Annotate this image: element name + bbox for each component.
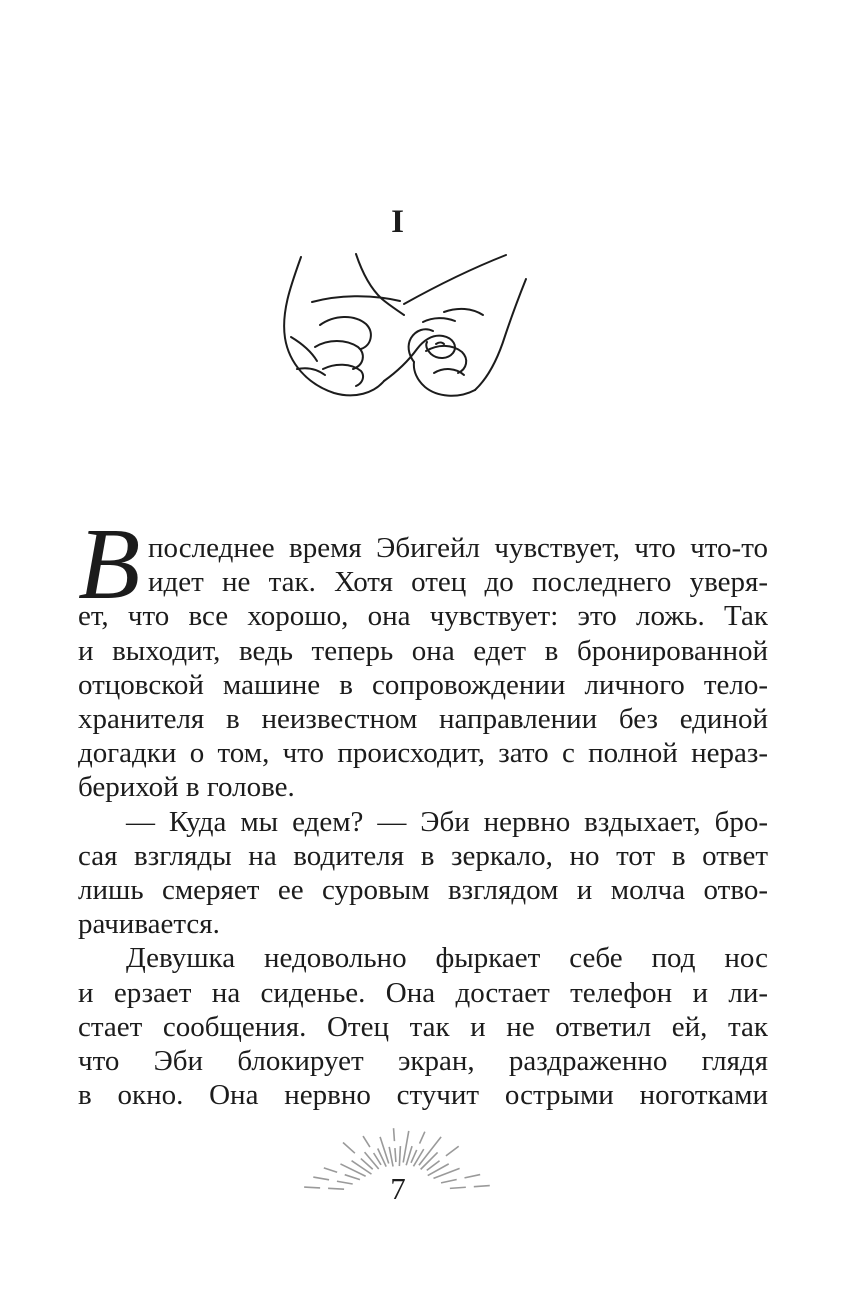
drop-cap: В (78, 508, 141, 621)
text-line: ет, что все хорошо, она чувствует: это ложь. Так (78, 600, 768, 633)
text-line: — Куда мы едем? — Эби нервно вздыхает, бро- (126, 805, 768, 838)
text-line: и ерзает на сиденье. Она достает телефон и ли- (78, 976, 768, 1009)
paragraph (78, 941, 768, 1112)
text-line: стает сообщения. Отец так и не ответил ей, так (78, 1010, 768, 1043)
chapter-number: I (391, 204, 405, 240)
text-line: последнее время Эбигейл чувствует, что что-то (148, 532, 768, 564)
page-number: 7 (390, 1171, 406, 1206)
text-line: что Эби блокирует экран, раздраженно глядя (78, 1045, 768, 1078)
text-line: отцовской машине в сопровождении личного тело- (78, 668, 768, 701)
paragraph (78, 805, 768, 942)
text-line: идет не так. Хотя отец до последнего уверя- (148, 566, 768, 599)
text-line: Девушка недовольно фыркает себе под нос (126, 942, 768, 975)
body-text (78, 508, 768, 1112)
text-line: берихой в голове. (78, 771, 295, 804)
text-line: рачивается. (78, 908, 220, 941)
paragraph (78, 508, 768, 805)
text-line: и выходит, ведь теперь она едет в бронированной (78, 634, 768, 667)
text-line: в окно. Она нервно стучит острыми ноготками (78, 1079, 768, 1112)
text-line: догадки о том, что происходит, зато с полной нераз- (78, 737, 768, 770)
text-line: хранителя в неизвестном направлении без единой (78, 703, 768, 736)
text-line: сая взгляды на водителя в зеркало, но тот в ответ (78, 839, 768, 872)
text-line: лишь смеряет ее суровым взглядом и молча отво- (78, 874, 768, 907)
pinky-promise-hands-icon (268, 252, 532, 405)
